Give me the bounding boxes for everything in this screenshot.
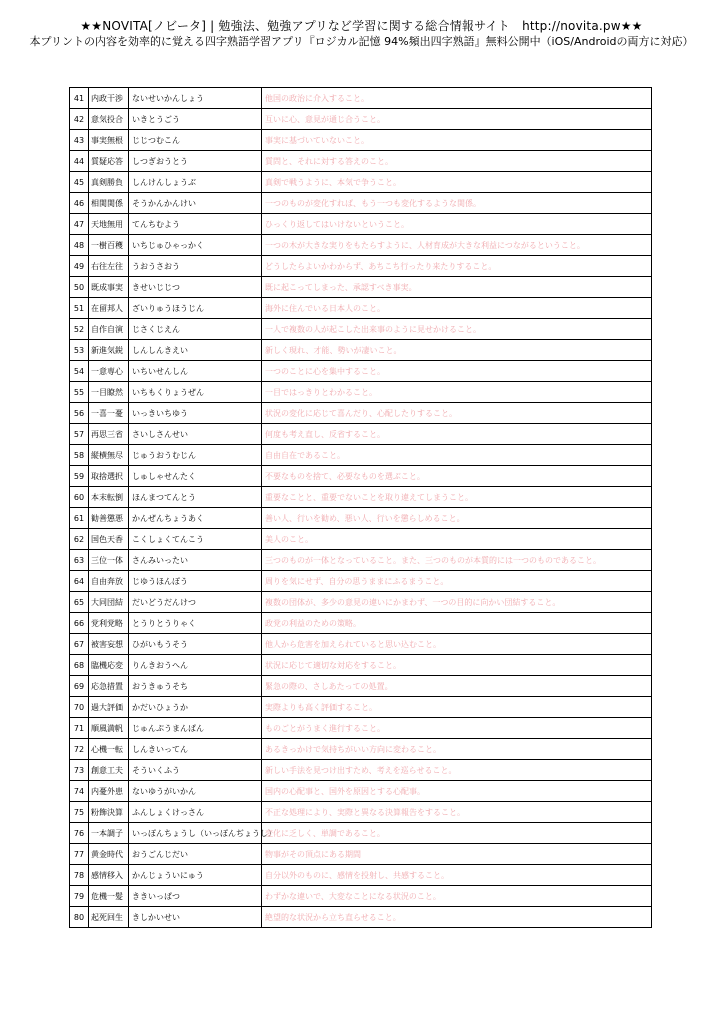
- meaning-cell: 新しく現れ、才能、勢いが凄いこと。: [262, 340, 652, 361]
- row-number: 75: [70, 802, 89, 823]
- meaning-cell: 不要なものを捨て、必要なものを選ぶこと。: [262, 466, 652, 487]
- row-number: 52: [70, 319, 89, 340]
- meaning-cell: 他国の政治に介入すること。: [262, 88, 652, 109]
- reading-cell: いちいせんしん: [129, 361, 262, 382]
- meaning-cell: 周りを気にせず、自分の思うままにふるまうこと。: [262, 571, 652, 592]
- table-row: [70, 697, 652, 718]
- meaning-cell: 状況に応じて適切な対応をすること。: [262, 655, 652, 676]
- row-number: 48: [70, 235, 89, 256]
- table-row: [70, 382, 652, 403]
- idiom-cell: 天地無用: [89, 214, 129, 235]
- idiom-cell: 応急措置: [89, 676, 129, 697]
- meaning-cell: 一人で複数の人が起こした出来事のように見せかけること。: [262, 319, 652, 340]
- reading-cell: きせいじじつ: [129, 277, 262, 298]
- idiom-cell: 事実無根: [89, 130, 129, 151]
- row-number: 61: [70, 508, 89, 529]
- reading-cell: いちもくりょうぜん: [129, 382, 262, 403]
- row-number: 71: [70, 718, 89, 739]
- table-row: [70, 886, 652, 907]
- row-number: 60: [70, 487, 89, 508]
- reading-cell: いっきいちゆう: [129, 403, 262, 424]
- row-number: 44: [70, 151, 89, 172]
- table-row: [70, 172, 652, 193]
- row-number: 68: [70, 655, 89, 676]
- meaning-cell: 絶望的な状況から立ち直らせること。: [262, 907, 652, 928]
- meaning-cell: 真剣で戦うように、本気で争うこと。: [262, 172, 652, 193]
- idiom-cell: 取捨選択: [89, 466, 129, 487]
- reading-cell: おうごんじだい: [129, 844, 262, 865]
- reading-cell: じじつむこん: [129, 130, 262, 151]
- row-number: 50: [70, 277, 89, 298]
- row-number: 43: [70, 130, 89, 151]
- row-number: 74: [70, 781, 89, 802]
- row-number: 72: [70, 739, 89, 760]
- reading-cell: てんちむよう: [129, 214, 262, 235]
- row-number: 42: [70, 109, 89, 130]
- row-number: 41: [70, 88, 89, 109]
- meaning-cell: 一つのことに心を集中すること。: [262, 361, 652, 382]
- table-row: [70, 781, 652, 802]
- row-number: 70: [70, 697, 89, 718]
- table-row: [70, 466, 652, 487]
- table-row: [70, 907, 652, 928]
- reading-cell: おうきゅうそち: [129, 676, 262, 697]
- meaning-cell: 自由自在であること。: [262, 445, 652, 466]
- idiom-cell: 国色天香: [89, 529, 129, 550]
- idiom-cell: 質疑応答: [89, 151, 129, 172]
- table-row: [70, 130, 652, 151]
- table-row: [70, 319, 652, 340]
- idiom-cell: 真剣勝負: [89, 172, 129, 193]
- table-row: [70, 361, 652, 382]
- meaning-cell: ものごとがうまく進行すること。: [262, 718, 652, 739]
- row-number: 66: [70, 613, 89, 634]
- table-row: [70, 529, 652, 550]
- reading-cell: うおうさおう: [129, 256, 262, 277]
- idiom-cell: 一本調子: [89, 823, 129, 844]
- row-number: 54: [70, 361, 89, 382]
- idiom-cell: 勧善懲悪: [89, 508, 129, 529]
- idiom-cell: 過大評価: [89, 697, 129, 718]
- reading-cell: ききいっぱつ: [129, 886, 262, 907]
- idiom-cell: 心機一転: [89, 739, 129, 760]
- reading-cell: いちじゅひゃっかく: [129, 235, 262, 256]
- table-row: [70, 277, 652, 298]
- idiom-cell: 在留邦人: [89, 298, 129, 319]
- reading-cell: さんみいったい: [129, 550, 262, 571]
- meaning-cell: 緊急の際の、さしあたっての処置。: [262, 676, 652, 697]
- row-number: 55: [70, 382, 89, 403]
- table-row: [70, 718, 652, 739]
- reading-cell: きしかいせい: [129, 907, 262, 928]
- table-row: [70, 613, 652, 634]
- table-row: [70, 592, 652, 613]
- idiom-cell: 自由奔放: [89, 571, 129, 592]
- reading-cell: かんぜんちょうあく: [129, 508, 262, 529]
- row-number: 69: [70, 676, 89, 697]
- row-number: 56: [70, 403, 89, 424]
- meaning-cell: 重要なことと、重要でないことを取り違えてしまうこと。: [262, 487, 652, 508]
- reading-cell: ひがいもうそう: [129, 634, 262, 655]
- reading-cell: じゅうおうむじん: [129, 445, 262, 466]
- reading-cell: りんきおうへん: [129, 655, 262, 676]
- reading-cell: そういくふう: [129, 760, 262, 781]
- reading-cell: しゅしゃせんたく: [129, 466, 262, 487]
- meaning-cell: 一目ではっきりとわかること。: [262, 382, 652, 403]
- row-number: 64: [70, 571, 89, 592]
- reading-cell: さいしさんせい: [129, 424, 262, 445]
- table-row: [70, 235, 652, 256]
- idiom-cell: 新進気鋭: [89, 340, 129, 361]
- idiom-cell: 感情移入: [89, 865, 129, 886]
- idiom-cell: 一喜一憂: [89, 403, 129, 424]
- idiom-cell: 起死回生: [89, 907, 129, 928]
- meaning-cell: 自分以外のものに、感情を投射し、共感すること。: [262, 865, 652, 886]
- table-row: [70, 802, 652, 823]
- print-header: [0, 18, 723, 49]
- app-promo: 本プリントの内容を効率的に覚える四字熟語学習アプリ『ロジカル記憶 94%頻出四字熟語』無料公開中（iOS/Androidの両方に対応）: [29, 35, 694, 48]
- idiom-cell: 本末転倒: [89, 487, 129, 508]
- idiom-cell: 意気投合: [89, 109, 129, 130]
- table-row: [70, 508, 652, 529]
- idiom-cell: 自作自演: [89, 319, 129, 340]
- reading-cell: ないせいかんしょう: [129, 88, 262, 109]
- idiom-cell: 内政干渉: [89, 88, 129, 109]
- row-number: 59: [70, 466, 89, 487]
- row-number: 79: [70, 886, 89, 907]
- reading-cell: ないゆうがいかん: [129, 781, 262, 802]
- meaning-cell: 複数の団体が、多少の意見の違いにかまわず、一つの目的に向かい団結すること。: [262, 592, 652, 613]
- row-number: 77: [70, 844, 89, 865]
- meaning-cell: 国内の心配事と、国外を原因とする心配事。: [262, 781, 652, 802]
- row-number: 47: [70, 214, 89, 235]
- table-row: [70, 550, 652, 571]
- reading-cell: しんしんきえい: [129, 340, 262, 361]
- table-row: [70, 151, 652, 172]
- reading-cell: ほんまつてんとう: [129, 487, 262, 508]
- reading-cell: いきとうごう: [129, 109, 262, 130]
- meaning-cell: 何度も考え直し、反省すること。: [262, 424, 652, 445]
- table-row: [70, 298, 652, 319]
- row-number: 53: [70, 340, 89, 361]
- site-banner: ★★NOVITA[ノビータ] | 勉強法、勉強アプリなど学習に関する総合情報サイト http://novita.pw★★: [80, 19, 643, 33]
- row-number: 67: [70, 634, 89, 655]
- table-row: [70, 865, 652, 886]
- meaning-cell: 他人から危害を加えられていると思い込むこと。: [262, 634, 652, 655]
- idiom-table: [69, 87, 652, 928]
- meaning-cell: 善い人、行いを勧め、悪い人、行いを懲らしめること。: [262, 508, 652, 529]
- row-number: 45: [70, 172, 89, 193]
- reading-cell: かだいひょうか: [129, 697, 262, 718]
- row-number: 73: [70, 760, 89, 781]
- row-number: 63: [70, 550, 89, 571]
- table-row: [70, 634, 652, 655]
- reading-cell: とうりとうりゃく: [129, 613, 262, 634]
- meaning-cell: 美人のこと。: [262, 529, 652, 550]
- row-number: 51: [70, 298, 89, 319]
- row-number: 76: [70, 823, 89, 844]
- idiom-cell: 再思三省: [89, 424, 129, 445]
- reading-cell: じさくじえん: [129, 319, 262, 340]
- table-row: [70, 109, 652, 130]
- reading-cell: しんけんしょうぶ: [129, 172, 262, 193]
- table-row: [70, 445, 652, 466]
- meaning-cell: 質問と、それに対する答えのこと。: [262, 151, 652, 172]
- table-row: [70, 193, 652, 214]
- idiom-cell: 一目瞭然: [89, 382, 129, 403]
- idiom-table-body: [70, 88, 652, 928]
- meaning-cell: わずかな違いで、大変なことになる状況のこと。: [262, 886, 652, 907]
- row-number: 80: [70, 907, 89, 928]
- reading-cell: じゆうほんぽう: [129, 571, 262, 592]
- table-row: [70, 655, 652, 676]
- meaning-cell: 政党の利益のための策略。: [262, 613, 652, 634]
- table-row: [70, 340, 652, 361]
- table-row: [70, 214, 652, 235]
- meaning-cell: 実際よりも高く評価すること。: [262, 697, 652, 718]
- reading-cell: かんじょういにゅう: [129, 865, 262, 886]
- idiom-cell: 党利党略: [89, 613, 129, 634]
- reading-cell: じゅんぷうまんぱん: [129, 718, 262, 739]
- row-number: 57: [70, 424, 89, 445]
- reading-cell: ざいりゅうほうじん: [129, 298, 262, 319]
- idiom-cell: 一樹百穫: [89, 235, 129, 256]
- reading-cell: しんきいってん: [129, 739, 262, 760]
- idiom-cell: 創意工夫: [89, 760, 129, 781]
- idiom-cell: 被害妄想: [89, 634, 129, 655]
- meaning-cell: ひっくり返してはいけないということ。: [262, 214, 652, 235]
- meaning-cell: 物事がその頂点にある期間: [262, 844, 652, 865]
- table-row: [70, 823, 652, 844]
- idiom-cell: 一意専心: [89, 361, 129, 382]
- row-number: 65: [70, 592, 89, 613]
- table-row: [70, 739, 652, 760]
- row-number: 46: [70, 193, 89, 214]
- meaning-cell: 三つのものが一体となっていること。また、三つのものが本質的には一つのものであること。: [262, 550, 652, 571]
- table-row: [70, 676, 652, 697]
- table-row: [70, 88, 652, 109]
- reading-cell: ふんしょくけっさん: [129, 802, 262, 823]
- idiom-cell: 順風満帆: [89, 718, 129, 739]
- row-number: 78: [70, 865, 89, 886]
- reading-cell: しつぎおうとう: [129, 151, 262, 172]
- idiom-cell: 既成事実: [89, 277, 129, 298]
- idiom-cell: 黄金時代: [89, 844, 129, 865]
- idiom-cell: 危機一髪: [89, 886, 129, 907]
- idiom-cell: 相関関係: [89, 193, 129, 214]
- table-row: [70, 571, 652, 592]
- table-row: [70, 256, 652, 277]
- meaning-cell: 互いに心、意見が通じ合うこと。: [262, 109, 652, 130]
- table-row: [70, 403, 652, 424]
- meaning-cell: 変化に乏しく、単調であること。: [262, 823, 652, 844]
- idiom-cell: 内憂外患: [89, 781, 129, 802]
- table-row: [70, 424, 652, 445]
- idiom-cell: 右往左往: [89, 256, 129, 277]
- meaning-cell: 状況の変化に応じて喜んだり、心配したりすること。: [262, 403, 652, 424]
- row-number: 49: [70, 256, 89, 277]
- meaning-cell: あるきっかけで気持ちがいい方向に変わること。: [262, 739, 652, 760]
- meaning-cell: 海外に住んでいる日本人のこと。: [262, 298, 652, 319]
- table-row: [70, 760, 652, 781]
- row-number: 62: [70, 529, 89, 550]
- meaning-cell: どうしたらよいかわからず、あちこち行ったり来たりすること。: [262, 256, 652, 277]
- idiom-cell: 臨機応変: [89, 655, 129, 676]
- idiom-cell: 大同団結: [89, 592, 129, 613]
- reading-cell: いっぽんちょうし（いっぽんぢょうし）: [129, 823, 262, 844]
- meaning-cell: 新しい手法を見つけ出すため、考えを巡らせること。: [262, 760, 652, 781]
- idiom-cell: 三位一体: [89, 550, 129, 571]
- table-row: [70, 487, 652, 508]
- meaning-cell: 不正な処理により、実際と異なる決算報告をすること。: [262, 802, 652, 823]
- row-number: 58: [70, 445, 89, 466]
- reading-cell: だいどうだんけつ: [129, 592, 262, 613]
- meaning-cell: 一つの木が大きな実りをもたらすように、人材育成が大きな利益につながるということ。: [262, 235, 652, 256]
- table-row: [70, 844, 652, 865]
- meaning-cell: 一つのものが変化すれば、もう一つも変化するような関係。: [262, 193, 652, 214]
- reading-cell: こくしょくてんこう: [129, 529, 262, 550]
- meaning-cell: 既に起こってしまった、承認すべき事実。: [262, 277, 652, 298]
- reading-cell: そうかんかんけい: [129, 193, 262, 214]
- meaning-cell: 事実に基づいていないこと。: [262, 130, 652, 151]
- idiom-cell: 縦横無尽: [89, 445, 129, 466]
- idiom-cell: 粉飾決算: [89, 802, 129, 823]
